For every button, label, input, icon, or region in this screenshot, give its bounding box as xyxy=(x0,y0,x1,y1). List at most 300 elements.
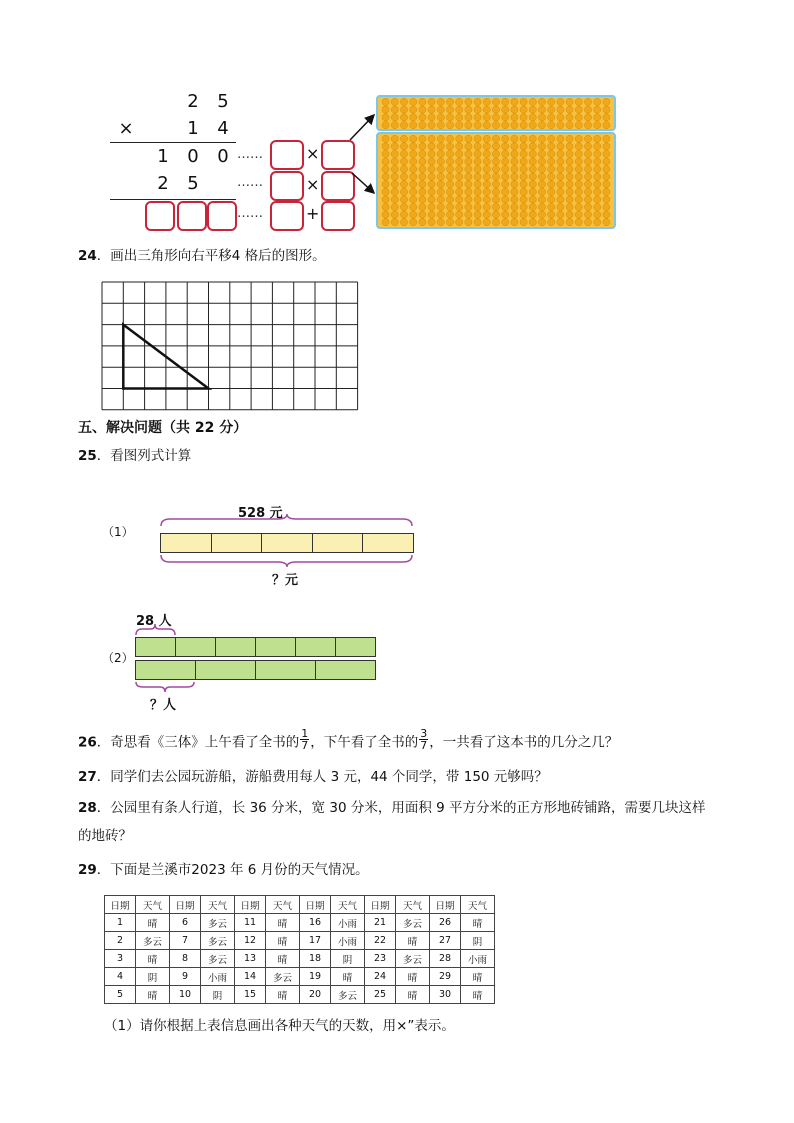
dot xyxy=(410,114,417,121)
dot xyxy=(594,181,601,188)
fraction xyxy=(300,728,309,751)
dot xyxy=(502,203,509,210)
dot xyxy=(603,150,610,157)
dot xyxy=(419,173,426,180)
dot xyxy=(511,98,518,105)
table-cell: 多云 xyxy=(201,932,235,950)
dot xyxy=(575,106,582,113)
bar-segment xyxy=(256,661,316,679)
dot xyxy=(410,173,417,180)
digit: 2 xyxy=(157,173,169,194)
top-brace xyxy=(160,514,414,528)
dot xyxy=(483,173,490,180)
dot xyxy=(492,98,499,105)
dot xyxy=(584,98,591,105)
times-sign: × xyxy=(118,118,134,139)
dot xyxy=(594,219,601,226)
dot xyxy=(456,106,463,113)
dot xyxy=(511,211,518,218)
dot xyxy=(594,166,601,173)
fraction xyxy=(419,728,428,751)
dot xyxy=(538,158,545,165)
dot xyxy=(492,188,499,195)
table-cell: 阴 xyxy=(136,968,170,986)
dot xyxy=(575,122,582,129)
dot xyxy=(548,203,555,210)
dot xyxy=(456,203,463,210)
dot xyxy=(594,143,601,150)
table-cell: 8 xyxy=(170,950,201,968)
dot xyxy=(474,158,481,165)
digit: 0 xyxy=(217,146,229,167)
dot xyxy=(465,158,472,165)
dot xyxy=(538,173,545,180)
dot xyxy=(492,181,499,188)
answer-box[interactable] xyxy=(177,201,207,231)
question-text: ．画出三角形向右平移4 格后的图形。 xyxy=(96,248,326,264)
table-cell: 29 xyxy=(430,968,461,986)
dot xyxy=(529,196,536,203)
dot xyxy=(548,211,555,218)
bar-segment xyxy=(161,534,212,552)
rule-line xyxy=(110,142,236,143)
dot xyxy=(502,188,509,195)
table-cell: 10 xyxy=(170,986,201,1004)
dot xyxy=(410,181,417,188)
dot xyxy=(456,211,463,218)
table-row xyxy=(105,932,495,950)
dot xyxy=(502,158,509,165)
dot xyxy=(529,158,536,165)
dot xyxy=(492,158,499,165)
dot xyxy=(410,166,417,173)
dot xyxy=(566,166,573,173)
table-cell: 23 xyxy=(365,950,396,968)
dot xyxy=(566,143,573,150)
table-cell: 小雨 xyxy=(461,950,495,968)
dot xyxy=(548,196,555,203)
translation-grid[interactable] xyxy=(100,280,362,412)
answer-box[interactable] xyxy=(321,201,355,231)
dot xyxy=(465,203,472,210)
table-header-cell: 日期 xyxy=(235,896,266,914)
question-text: ，下午看了全书的 xyxy=(310,734,419,751)
dot xyxy=(428,181,435,188)
dot xyxy=(400,122,407,129)
answer-box[interactable] xyxy=(270,201,304,231)
table-cell: 多云 xyxy=(331,986,365,1004)
dot xyxy=(382,98,389,105)
dot xyxy=(502,181,509,188)
dot xyxy=(419,158,426,165)
question-26 xyxy=(78,727,619,754)
dot xyxy=(492,219,499,226)
dot xyxy=(520,203,527,210)
table-cell: 28 xyxy=(430,950,461,968)
dot xyxy=(529,203,536,210)
dot xyxy=(456,181,463,188)
dot xyxy=(594,150,601,157)
dot xyxy=(584,158,591,165)
dot xyxy=(548,98,555,105)
dot xyxy=(410,150,417,157)
table-cell: 18 xyxy=(300,950,331,968)
dot xyxy=(437,143,444,150)
dot xyxy=(446,181,453,188)
table-cell: 4 xyxy=(105,968,136,986)
question-number: 28 xyxy=(78,800,97,816)
dot xyxy=(511,114,518,121)
dot xyxy=(456,122,463,129)
dot xyxy=(520,188,527,195)
dot xyxy=(382,150,389,157)
dot xyxy=(437,188,444,195)
table-cell: 晴 xyxy=(461,968,495,986)
digit: 5 xyxy=(187,173,199,194)
times-sign: × xyxy=(306,175,320,194)
dot xyxy=(483,219,490,226)
question-29-part1: （1）请你根据上表信息画出各种天气的天数，用×”表示。 xyxy=(104,1018,455,1034)
dot xyxy=(483,122,490,129)
dot xyxy=(410,196,417,203)
dot xyxy=(520,219,527,226)
dot xyxy=(548,158,555,165)
dot xyxy=(529,135,536,142)
dot xyxy=(465,188,472,195)
dot xyxy=(511,143,518,150)
dot xyxy=(437,98,444,105)
table-cell: 晴 xyxy=(136,986,170,1004)
dot xyxy=(575,114,582,121)
dot xyxy=(594,106,601,113)
dot xyxy=(548,114,555,121)
dot xyxy=(446,143,453,150)
table-header-row xyxy=(105,896,495,914)
numerator: 1 xyxy=(301,727,309,740)
dot xyxy=(382,143,389,150)
dot xyxy=(428,135,435,142)
dot xyxy=(391,114,398,121)
table-header-cell: 天气 xyxy=(201,896,235,914)
dot xyxy=(538,114,545,121)
dot xyxy=(456,114,463,121)
rule-line xyxy=(110,199,236,200)
dot xyxy=(428,143,435,150)
dot xyxy=(575,196,582,203)
dot xyxy=(474,196,481,203)
dots: …… xyxy=(237,206,263,221)
dot xyxy=(548,135,555,142)
dot xyxy=(594,98,601,105)
question-number: 29 xyxy=(78,862,97,878)
table-cell: 3 xyxy=(105,950,136,968)
dot xyxy=(428,98,435,105)
dot xyxy=(557,166,564,173)
dot xyxy=(492,106,499,113)
dot xyxy=(502,98,509,105)
dot xyxy=(575,173,582,180)
dot xyxy=(400,150,407,157)
part-label: （1） xyxy=(102,525,134,539)
digit: 1 xyxy=(157,146,169,167)
dot xyxy=(520,135,527,142)
table-cell: 多云 xyxy=(266,968,300,986)
dot xyxy=(382,122,389,129)
dot xyxy=(575,98,582,105)
bar-segment xyxy=(136,661,196,679)
dot xyxy=(529,211,536,218)
question-27 xyxy=(78,767,548,787)
dot xyxy=(456,150,463,157)
table-cell: 晴 xyxy=(396,932,430,950)
dot xyxy=(566,188,573,195)
dot xyxy=(400,196,407,203)
dot xyxy=(557,150,564,157)
dot xyxy=(483,158,490,165)
dot xyxy=(557,188,564,195)
dot xyxy=(584,166,591,173)
dot xyxy=(520,114,527,121)
dot xyxy=(428,150,435,157)
table-header-cell: 天气 xyxy=(331,896,365,914)
dot xyxy=(538,211,545,218)
dot xyxy=(511,106,518,113)
dot xyxy=(529,173,536,180)
bottom-brace xyxy=(160,554,414,568)
question-number: 27 xyxy=(78,769,97,785)
dot xyxy=(419,135,426,142)
bar-segment xyxy=(196,661,256,679)
dot xyxy=(594,211,601,218)
question-28-line2: 的地砖？ xyxy=(78,828,132,844)
dot xyxy=(584,106,591,113)
dot xyxy=(446,211,453,218)
dot xyxy=(483,203,490,210)
dot xyxy=(437,158,444,165)
dot xyxy=(437,196,444,203)
question-24 xyxy=(78,246,326,266)
table-cell: 多云 xyxy=(396,914,430,932)
table-cell: 晴 xyxy=(136,950,170,968)
answer-box[interactable] xyxy=(270,140,304,170)
dot xyxy=(529,219,536,226)
table-cell: 小雨 xyxy=(331,932,365,950)
table-cell: 30 xyxy=(430,986,461,1004)
digit: 0 xyxy=(187,146,199,167)
dot xyxy=(557,211,564,218)
bar-segment xyxy=(316,661,375,679)
dot xyxy=(446,135,453,142)
dot xyxy=(520,166,527,173)
yellow-bar xyxy=(160,533,414,553)
table-cell: 晴 xyxy=(461,914,495,932)
dot xyxy=(566,181,573,188)
table-cell: 17 xyxy=(300,932,331,950)
dot xyxy=(410,188,417,195)
dot xyxy=(566,173,573,180)
dot xyxy=(446,219,453,226)
dot xyxy=(557,122,564,129)
dot xyxy=(575,158,582,165)
dots: …… xyxy=(237,175,263,190)
dot xyxy=(575,150,582,157)
dot xyxy=(511,173,518,180)
dot xyxy=(492,173,499,180)
dot xyxy=(548,143,555,150)
table-header-cell: 天气 xyxy=(396,896,430,914)
dot xyxy=(511,203,518,210)
dot xyxy=(410,158,417,165)
dot xyxy=(465,98,472,105)
dot xyxy=(419,203,426,210)
green-bar-bottom xyxy=(135,660,376,680)
dot xyxy=(400,135,407,142)
dot xyxy=(566,98,573,105)
dot xyxy=(437,203,444,210)
dot xyxy=(400,114,407,121)
dot xyxy=(428,219,435,226)
dot xyxy=(391,211,398,218)
table-cell: 12 xyxy=(235,932,266,950)
dot xyxy=(538,196,545,203)
dot xyxy=(548,106,555,113)
dot xyxy=(483,196,490,203)
dot xyxy=(502,122,509,129)
dot xyxy=(391,122,398,129)
dot xyxy=(584,203,591,210)
question-text: ．看图列式计算 xyxy=(96,448,192,464)
dot xyxy=(575,211,582,218)
dot xyxy=(557,181,564,188)
dot xyxy=(465,219,472,226)
dot xyxy=(428,188,435,195)
question-29 xyxy=(78,860,369,880)
question-text: ，一共看了这本书的几分之几？ xyxy=(429,734,619,751)
table-cell: 7 xyxy=(170,932,201,950)
question-number: 26 xyxy=(78,734,97,751)
dot xyxy=(456,196,463,203)
dot xyxy=(419,98,426,105)
dot xyxy=(391,143,398,150)
dot xyxy=(557,143,564,150)
table-row xyxy=(105,968,495,986)
dot xyxy=(391,219,398,226)
table-cell: 阴 xyxy=(201,986,235,1004)
answer-box[interactable] xyxy=(207,201,237,231)
dot xyxy=(538,98,545,105)
dot xyxy=(391,166,398,173)
dot xyxy=(557,106,564,113)
dot xyxy=(437,106,444,113)
dot xyxy=(566,219,573,226)
table-cell: 6 xyxy=(170,914,201,932)
dot xyxy=(575,143,582,150)
dot xyxy=(391,188,398,195)
dot xyxy=(603,122,610,129)
dot xyxy=(382,203,389,210)
dot xyxy=(474,135,481,142)
bar-segment xyxy=(296,638,336,656)
dot xyxy=(557,98,564,105)
dot xyxy=(456,143,463,150)
dot xyxy=(538,150,545,157)
table-cell: 晴 xyxy=(461,986,495,1004)
dot xyxy=(603,98,610,105)
dot xyxy=(548,188,555,195)
denominator: 7 xyxy=(420,739,428,752)
dot xyxy=(437,181,444,188)
dot xyxy=(419,188,426,195)
dot xyxy=(538,106,545,113)
dot xyxy=(584,122,591,129)
dot xyxy=(410,122,417,129)
dot xyxy=(520,158,527,165)
dot xyxy=(474,106,481,113)
table-cell: 20 xyxy=(300,986,331,1004)
table-cell: 多云 xyxy=(201,914,235,932)
dot xyxy=(410,98,417,105)
dot xyxy=(419,114,426,121)
dot xyxy=(465,196,472,203)
dot xyxy=(603,135,610,142)
dot xyxy=(419,166,426,173)
dot xyxy=(446,106,453,113)
dot xyxy=(566,158,573,165)
dot xyxy=(428,122,435,129)
question-text: ．下面是兰溪市2023 年 6 月份的天气情况。 xyxy=(96,862,369,878)
dot xyxy=(400,158,407,165)
dot xyxy=(520,122,527,129)
dot xyxy=(511,219,518,226)
dot xyxy=(538,188,545,195)
digit: 1 xyxy=(187,118,199,139)
dot xyxy=(419,143,426,150)
dot xyxy=(428,166,435,173)
label-28: 28 人 xyxy=(136,614,172,629)
dot xyxy=(410,135,417,142)
table-cell: 2 xyxy=(105,932,136,950)
denominator: 7 xyxy=(301,739,309,752)
dot xyxy=(465,173,472,180)
dot xyxy=(437,122,444,129)
dot xyxy=(474,114,481,121)
dot xyxy=(400,181,407,188)
dot xyxy=(538,143,545,150)
table-cell: 多云 xyxy=(396,950,430,968)
dot xyxy=(382,135,389,142)
dot xyxy=(511,150,518,157)
dot xyxy=(456,173,463,180)
plus-sign: + xyxy=(306,204,320,223)
dot xyxy=(483,143,490,150)
dot xyxy=(502,114,509,121)
answer-box[interactable] xyxy=(270,171,304,201)
dot xyxy=(529,150,536,157)
answer-box[interactable] xyxy=(145,201,175,231)
dot xyxy=(456,219,463,226)
question-text: ．公园里有条人行道，长 36 分米，宽 30 分米，用面积 9 平方分米的正方形地砖铺路，需要几块这样 xyxy=(96,800,706,816)
table-cell: 27 xyxy=(430,932,461,950)
table-cell: 小雨 xyxy=(331,914,365,932)
dot xyxy=(419,150,426,157)
table-cell: 16 xyxy=(300,914,331,932)
dot xyxy=(529,181,536,188)
table-cell: 26 xyxy=(430,914,461,932)
dot xyxy=(400,166,407,173)
dot xyxy=(548,122,555,129)
table-cell: 5 xyxy=(105,986,136,1004)
table-cell: 晴 xyxy=(266,950,300,968)
